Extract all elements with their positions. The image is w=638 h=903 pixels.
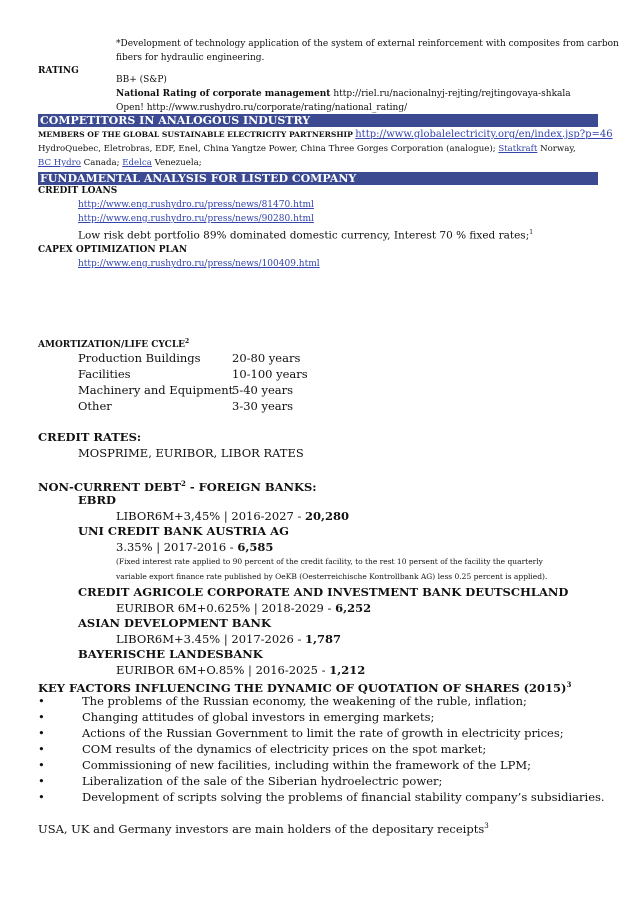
list-item — [38, 757, 531, 773]
members-link[interactable]: http://www.globalelectricity.org/en/index.jsp?p=46 — [355, 129, 613, 140]
credit-loans-link-1[interactable]: http://www.eng.rushydro.ru/press/news/81470.html — [78, 200, 314, 210]
adb-terms: LIBOR6M+3.45% | 2017-2026 - — [116, 632, 305, 646]
amortization-row-years: 5-40 years — [232, 383, 294, 397]
debt-heading: NON-CURRENT DEBT — [38, 479, 181, 494]
amortization-row-years: 20-80 years — [232, 351, 301, 365]
norway-text: Norway, — [540, 144, 576, 154]
rating-heading: RATING — [38, 66, 79, 76]
amortization-row-years: 3-30 years — [232, 399, 294, 413]
list-item-text: Development of scripts solving the problems of financial stability company’s subsidiaries. — [82, 790, 605, 804]
credit-rates-text: MOSPRIME, EURIBOR, LIBOR RATES — [78, 446, 304, 460]
ebrd-heading: EBRD — [78, 493, 117, 507]
bullet: • — [38, 726, 45, 740]
competitors-list-text: HydroQuebec, Eletrobras, EDF, Enel, China Yangtze Power, China Three Gorges Corporation (analogue); — [38, 144, 496, 154]
agricole-terms: EURIBOR 6M+0.625% | 2018-2029 - — [116, 601, 336, 615]
unicredit-heading: UNI CREDIT BANK AUSTRIA AG — [78, 524, 289, 538]
list-item — [38, 789, 605, 805]
bullet: • — [38, 694, 45, 708]
members-label: MEMBERS OF THE GLOBAL SUSTAINABLE ELECTRICITY PARTNERSHIP — [38, 130, 353, 139]
list-item-text: Changing attitudes of global investors in emerging markets; — [82, 710, 435, 724]
credit-rates-heading: CREDIT RATES: — [38, 430, 142, 444]
unicredit-note-2: variable export finance rate published by OeKB (Oesterreichische Kontrollbank AG) less 0.25 percent is applied). — [116, 572, 548, 581]
bayern-terms: EURIBOR 6M+O.85% | 2016-2025 - — [116, 663, 330, 677]
note-line-2: fibers for hydraulic engineering. — [116, 53, 265, 63]
amortization-row-name: Machinery and Equipment — [78, 383, 234, 397]
amortization-heading: AMORTIZATION/LIFE CYCLE — [38, 340, 186, 350]
amortization-row-name: Production Buildings — [78, 351, 201, 365]
holders-text: USA, UK and Germany investors are main holders of the depositary receipts — [38, 821, 485, 836]
list-item — [38, 725, 564, 741]
bullet: • — [38, 742, 45, 756]
ebrd-terms: LIBOR6M+3,45% | 2016-2027 - — [116, 509, 305, 523]
rating-line-1: BB+ (S&P) — [116, 75, 167, 85]
rating-national-url[interactable]: http://riel.ru/nacionalnyj-rejting/rejtingovaya-shkala — [333, 89, 571, 99]
competitors-list-line-2 — [38, 156, 202, 170]
competitors-list-line — [38, 142, 576, 156]
risk-text-line — [78, 225, 533, 244]
risk-text: Low risk debt portfolio 89% dominated domestic currency, Interest 70 % fixed rates; — [78, 229, 530, 242]
debt-heading-rest: - FOREIGN BANKS: — [185, 479, 317, 494]
amortization-footnote: 2 — [185, 338, 190, 345]
rating-line-3[interactable]: Open! http://www.rushydro.ru/corporate/rating/national_rating/ — [116, 103, 408, 113]
list-item-text: Commissioning of new facilities, including within the framework of the LPM; — [82, 758, 531, 772]
unicredit-note-1: (Fixed interest rate applied to 90 percent of the credit facility, to the rest 10 persent of the facility the quarterly — [116, 557, 543, 566]
agricole-terms-line — [116, 600, 371, 616]
bullet: • — [38, 774, 45, 788]
credit-loans-link-2[interactable]: http://www.eng.rushydro.ru/press/news/90280.html — [78, 214, 314, 224]
list-item-text: The problems of the Russian economy, the weakening of the ruble, inflation; — [82, 694, 527, 708]
holders-footnote: 3 — [484, 822, 489, 830]
list-item — [38, 693, 527, 709]
list-item — [38, 773, 442, 789]
list-item — [38, 741, 486, 757]
capex-link[interactable]: http://www.eng.rushydro.ru/press/news/100409.html — [78, 259, 320, 269]
bayern-terms-line — [116, 662, 365, 678]
edelca-link[interactable]: Edelca — [122, 158, 152, 168]
note-line-1: *Development of technology application of the system of external reinforcement with composites from carbon — [116, 39, 619, 49]
risk-footnote: 1 — [529, 229, 534, 236]
canada-text: Canada; — [83, 158, 120, 168]
competitors-section-bar: COMPETITORS IN ANALOGOUS INDUSTRY — [38, 114, 598, 127]
adb-heading: ASIAN DEVELOPMENT BANK — [78, 616, 271, 630]
unicredit-amount: 6,585 — [237, 540, 274, 554]
rating-line-2 — [116, 87, 571, 101]
unicredit-terms-line — [116, 539, 273, 555]
agricole-heading: CREDIT AGRICOLE CORPORATE AND INVESTMENT BANK DEUTSCHLAND — [78, 585, 569, 599]
debt-footnote: 2 — [180, 479, 186, 488]
bullet: • — [38, 758, 45, 772]
ebrd-amount: 20,280 — [305, 509, 350, 523]
credit-loans-heading: CREDIT LOANS — [38, 186, 118, 196]
capex-heading: CAPEX OPTIMIZATION PLAN — [38, 245, 188, 255]
bayern-amount: 1,212 — [329, 663, 366, 677]
list-item — [38, 709, 434, 725]
statkraft-link[interactable]: Statkraft — [498, 144, 538, 154]
bullet: • — [38, 710, 45, 724]
adb-terms-line — [116, 631, 341, 647]
agricole-amount: 6,252 — [335, 601, 372, 615]
holders-line — [38, 818, 489, 837]
adb-amount: 1,787 — [305, 632, 342, 646]
bchydro-link[interactable]: BC Hydro — [38, 158, 81, 168]
key-factors-heading: KEY FACTORS INFLUENCING THE DYNAMIC OF QUOTATION OF SHARES (2015) — [38, 680, 567, 695]
ebrd-terms-line — [116, 508, 349, 524]
list-item-text: Actions of the Russian Government to limit the rate of growth in electricity prices; — [82, 726, 564, 740]
unicredit-terms: 3.35% | 2017-2016 - — [116, 540, 238, 554]
fundamental-section-bar: FUNDAMENTAL ANALYSIS FOR LISTED COMPANY — [38, 172, 598, 185]
amortization-row-years: 10-100 years — [232, 367, 308, 381]
rating-national-label: National Rating of corporate management — [116, 89, 331, 99]
bayern-heading: BAYERISCHE LANDESBANK — [78, 647, 263, 661]
key-factors-footnote: 3 — [566, 680, 572, 689]
list-item-text: COM results of the dynamics of electricity prices on the spot market; — [82, 742, 487, 756]
amortization-row-name: Facilities — [78, 367, 131, 381]
amortization-row-name: Other — [78, 399, 112, 413]
list-item-text: Liberalization of the sale of the Siberian hydroelectric power; — [82, 774, 443, 788]
bullet: • — [38, 790, 45, 804]
members-line — [38, 128, 613, 142]
venezuela-text: Venezuela; — [154, 158, 202, 168]
